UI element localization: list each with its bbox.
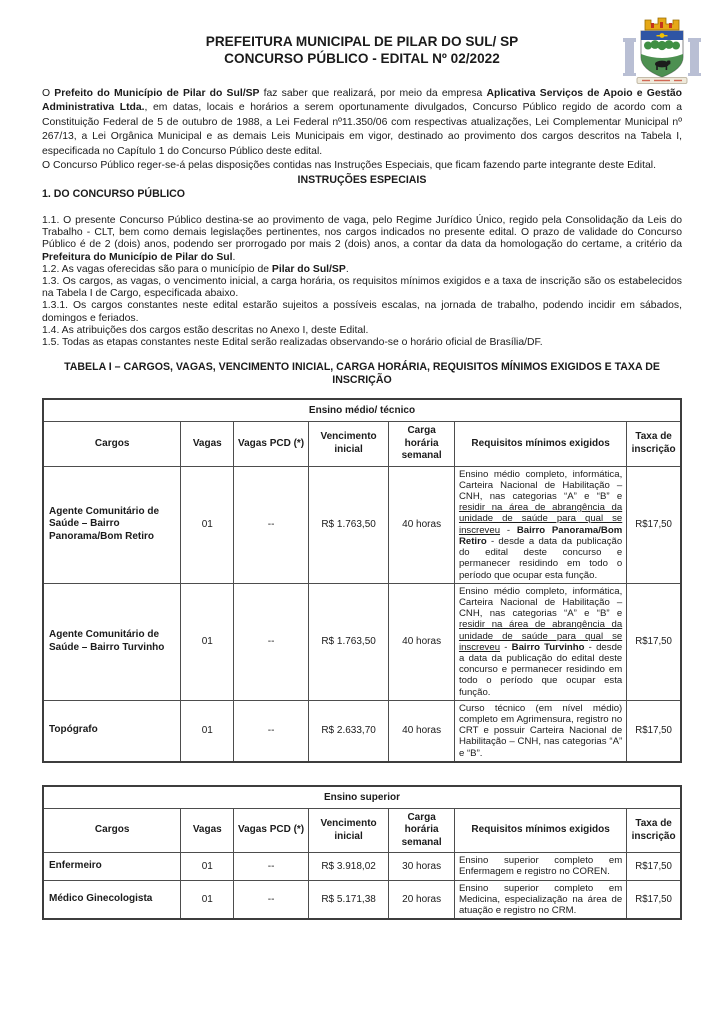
intro-paragraph-2: O Concurso Público reger-se-á pelas disposições contidas nas Instruções Especiais, que ficam fazendo parte integrante deste Edital.: [42, 160, 656, 172]
cell-cargo: Médico Ginecologista: [43, 880, 181, 919]
text-segment: Ensino superior completo em Medicina, especialização na área de atuação e registro no CRM.: [458, 882, 623, 917]
text-segment: Prefeitura do Município de Pilar do Sul: [42, 251, 233, 263]
clause-1-5: [42, 337, 682, 349]
table-row: [43, 700, 681, 762]
cell-pcd: --: [234, 853, 309, 880]
column-header: Carga horária semanal: [389, 422, 455, 467]
cell-taxa: R$17,50: [627, 880, 681, 919]
tables-section: [42, 398, 682, 920]
table-row: [43, 853, 681, 880]
text-segment: Bairro Turvinho: [511, 641, 585, 653]
column-header: Vencimento inicial: [308, 422, 388, 467]
cell-taxa: R$17,50: [627, 853, 681, 880]
cell-pcd: --: [234, 583, 309, 700]
cell-cargo: Agente Comunitário de Saúde – Bairro Turvinho: [43, 583, 181, 700]
cell-venc: R$ 1.763,50: [308, 466, 388, 583]
text-segment: Ensino médio completo, informática, Carteira Nacional de Habilitação – CNH, nas categorias “A” e “B” e: [458, 468, 623, 503]
text-segment: - desde a data da publicação do edital deste concurso e permanecer residindo em todo o período que ocupar esta função.: [458, 535, 623, 581]
cell-venc: R$ 3.918,02: [308, 853, 388, 880]
column-header: Cargos: [43, 808, 181, 853]
text-segment: 1.2. As vagas oferecidas são para o município de: [42, 263, 272, 275]
cell-cargo: Topógrafo: [43, 700, 181, 762]
table-ensino-superior: [42, 785, 682, 921]
text-segment: 1.3.1. Os cargos constantes neste edital estarão sujeitos a possíveis escalas, na jornada de trabalho, podendo incidir em sábados, domingos e feriados.: [42, 300, 682, 324]
page-title-line1: PREFEITURA MUNICIPAL DE PILAR DO SUL/ SP: [205, 34, 519, 49]
tabela-i-heading: TABELA I – CARGOS, VAGAS, VENCIMENTO INICIAL, CARGA HORÁRIA, REQUISITOS MÍNIMOS EXIGIDOS E TAXA DE INSCRIÇÃO: [64, 361, 660, 387]
table-row: [43, 583, 681, 700]
text-segment: -: [500, 524, 517, 536]
intro-section: [42, 87, 682, 173]
cell-vagas: 01: [181, 700, 234, 762]
column-header: Cargos: [43, 422, 181, 467]
cell-carga: 40 horas: [389, 466, 455, 583]
instructions-heading: INSTRUÇÕES ESPECIAIS: [297, 174, 427, 187]
column-header: Taxa de inscrição: [627, 808, 681, 853]
intro-paragraph-1: [42, 87, 682, 159]
column-header: Requisitos mínimos exigidos: [454, 422, 626, 467]
text-segment: Pilar do Sul/SP: [271, 263, 346, 275]
text-segment: 1.3. Os cargos, as vagas, o vencimento inicial, a carga horária, os requisitos mínimos exigidos e a taxa de inscrição são os estabelecidos na Tabela I de Cargo, especificada abaixo.: [42, 275, 682, 300]
coat-of-arms-icon: [620, 14, 704, 88]
column-header: Vagas PCD (*): [234, 422, 309, 467]
text-segment: 1.5. Todas as etapas constantes neste Edital serão realizadas observando-se o horário oficial de Brasília/DF.: [42, 336, 543, 348]
cell-vagas: 01: [181, 880, 234, 919]
cell-carga: 30 horas: [389, 853, 455, 880]
text-segment: Ensino médio completo, informática, Carteira Nacional de Habilitação – CNH, nas categorias “A” e “B” e: [458, 585, 623, 620]
cell-cargo: Agente Comunitário de Saúde – Bairro Panorama/Bom Retiro: [43, 466, 181, 583]
text-segment: Aplicativa Serviços de Apoio e Gestão Administrativa Ltda.: [42, 88, 682, 114]
section-1-clauses: [42, 215, 682, 349]
column-header: Taxa de inscrição: [627, 422, 681, 467]
text-segment: 1.4. As atribuições dos cargos estão descritas no Anexo I, deste Edital.: [42, 324, 369, 336]
clause-1-3-1: [42, 300, 682, 324]
cell-vagas: 01: [181, 466, 234, 583]
clause-1-2: [42, 264, 682, 276]
column-header: Vencimento inicial: [308, 808, 388, 853]
text-segment: Prefeito do Município de Pilar do Sul/SP: [54, 88, 260, 99]
cell-venc: R$ 2.633,70: [308, 700, 388, 762]
column-header: Vagas: [181, 422, 234, 467]
text-segment: -: [500, 641, 512, 653]
text-segment: residir na área de abrangência da unidade de saúde para qual se inscreveu: [458, 619, 623, 653]
cell-pcd: --: [234, 880, 309, 919]
table-group-header: Ensino superior: [43, 786, 681, 809]
section-1-title: 1. DO CONCURSO PÚBLICO: [42, 188, 186, 201]
cell-carga: 40 horas: [389, 583, 455, 700]
text-segment: O: [42, 88, 55, 99]
cell-pcd: --: [234, 700, 309, 762]
table-row: [43, 466, 681, 583]
cell-requisitos: [454, 466, 626, 583]
text-segment: , em datas, locais e horários a serem oportunamente divulgados, Concurso Público regido de acordo com a Constituição Federal de 5 de outubro de 1988, a Lei Federal nº11.350/06 com respectivas atualizações, Lei Complementar Municipal nº 267/13, a Lei Orgânica Municipal e as demais Leis Municipais em vigor, destinado ao provimento dos cargos descritos na Tabela I, especificada no Capítulo 1 do Concurso Público deste edital.: [42, 102, 682, 157]
text-segment: Ensino superior completo em Enfermagem e registro no COREN.: [458, 855, 623, 878]
clause-1-1: [42, 215, 682, 264]
text-segment: 1.1. O presente Concurso Público destina-se ao provimento de vaga, pelo Regime Jurídico Único, regido pela Consolidação da Leis do Trabalho - CLT, bem como demais legislações pertinentes, nos cargos indicados no presente edital. O prazo de validade do Concurso Público é de 2 (dois) anos, podendo ser prorrogado por mais 2 (dois) anos, a contar da data da homologação do certame, a critério da: [42, 214, 682, 251]
cell-carga: 20 horas: [389, 880, 455, 919]
column-header: Carga horária semanal: [389, 808, 455, 853]
text-segment: Bairro Panorama/Bom Retiro: [458, 524, 623, 547]
cell-requisitos: [454, 880, 626, 919]
cell-taxa: R$17,50: [627, 583, 681, 700]
page-title: [42, 34, 682, 67]
cell-requisitos: [454, 583, 626, 700]
cell-venc: R$ 1.763,50: [308, 583, 388, 700]
column-header: Vagas PCD (*): [234, 808, 309, 853]
cell-taxa: R$17,50: [627, 466, 681, 583]
table-ensino-medio-tecnico: [42, 398, 682, 763]
cell-carga: 40 horas: [389, 700, 455, 762]
cell-pcd: --: [234, 466, 309, 583]
text-segment: .: [345, 263, 349, 275]
page-title-line2: CONCURSO PÚBLICO - EDITAL Nº 02/2022: [224, 50, 500, 66]
clause-1-4: [42, 325, 682, 337]
clause-1-3: [42, 276, 682, 300]
column-header: Vagas: [181, 808, 234, 853]
cell-cargo: Enfermeiro: [43, 853, 181, 880]
text-segment: faz saber que realizará, por meio da empresa: [259, 88, 487, 99]
text-segment: residir na área de abrangência da unidade de saúde para qual se inscreveu: [458, 502, 623, 536]
table-group-header: Ensino médio/ técnico: [43, 399, 681, 422]
cell-requisitos: [454, 700, 626, 762]
cell-taxa: R$17,50: [627, 700, 681, 762]
table-row: [43, 880, 681, 919]
cell-venc: R$ 5.171,38: [308, 880, 388, 919]
text-segment: Curso técnico (em nível médio) completo em Agrimensura, registro no CRT e possuir Carteira Nacional de Habilitação – CNH, nas categorias “A” e “B”.: [458, 702, 623, 759]
column-header: Requisitos mínimos exigidos: [454, 808, 626, 853]
cell-vagas: 01: [181, 583, 234, 700]
text-segment: - desde a data da publicação do edital deste concurso e permanecer residindo em todo o período que ocupar esta função.: [458, 641, 623, 698]
cell-vagas: 01: [181, 853, 234, 880]
cell-requisitos: [454, 853, 626, 880]
text-segment: .: [232, 251, 236, 263]
